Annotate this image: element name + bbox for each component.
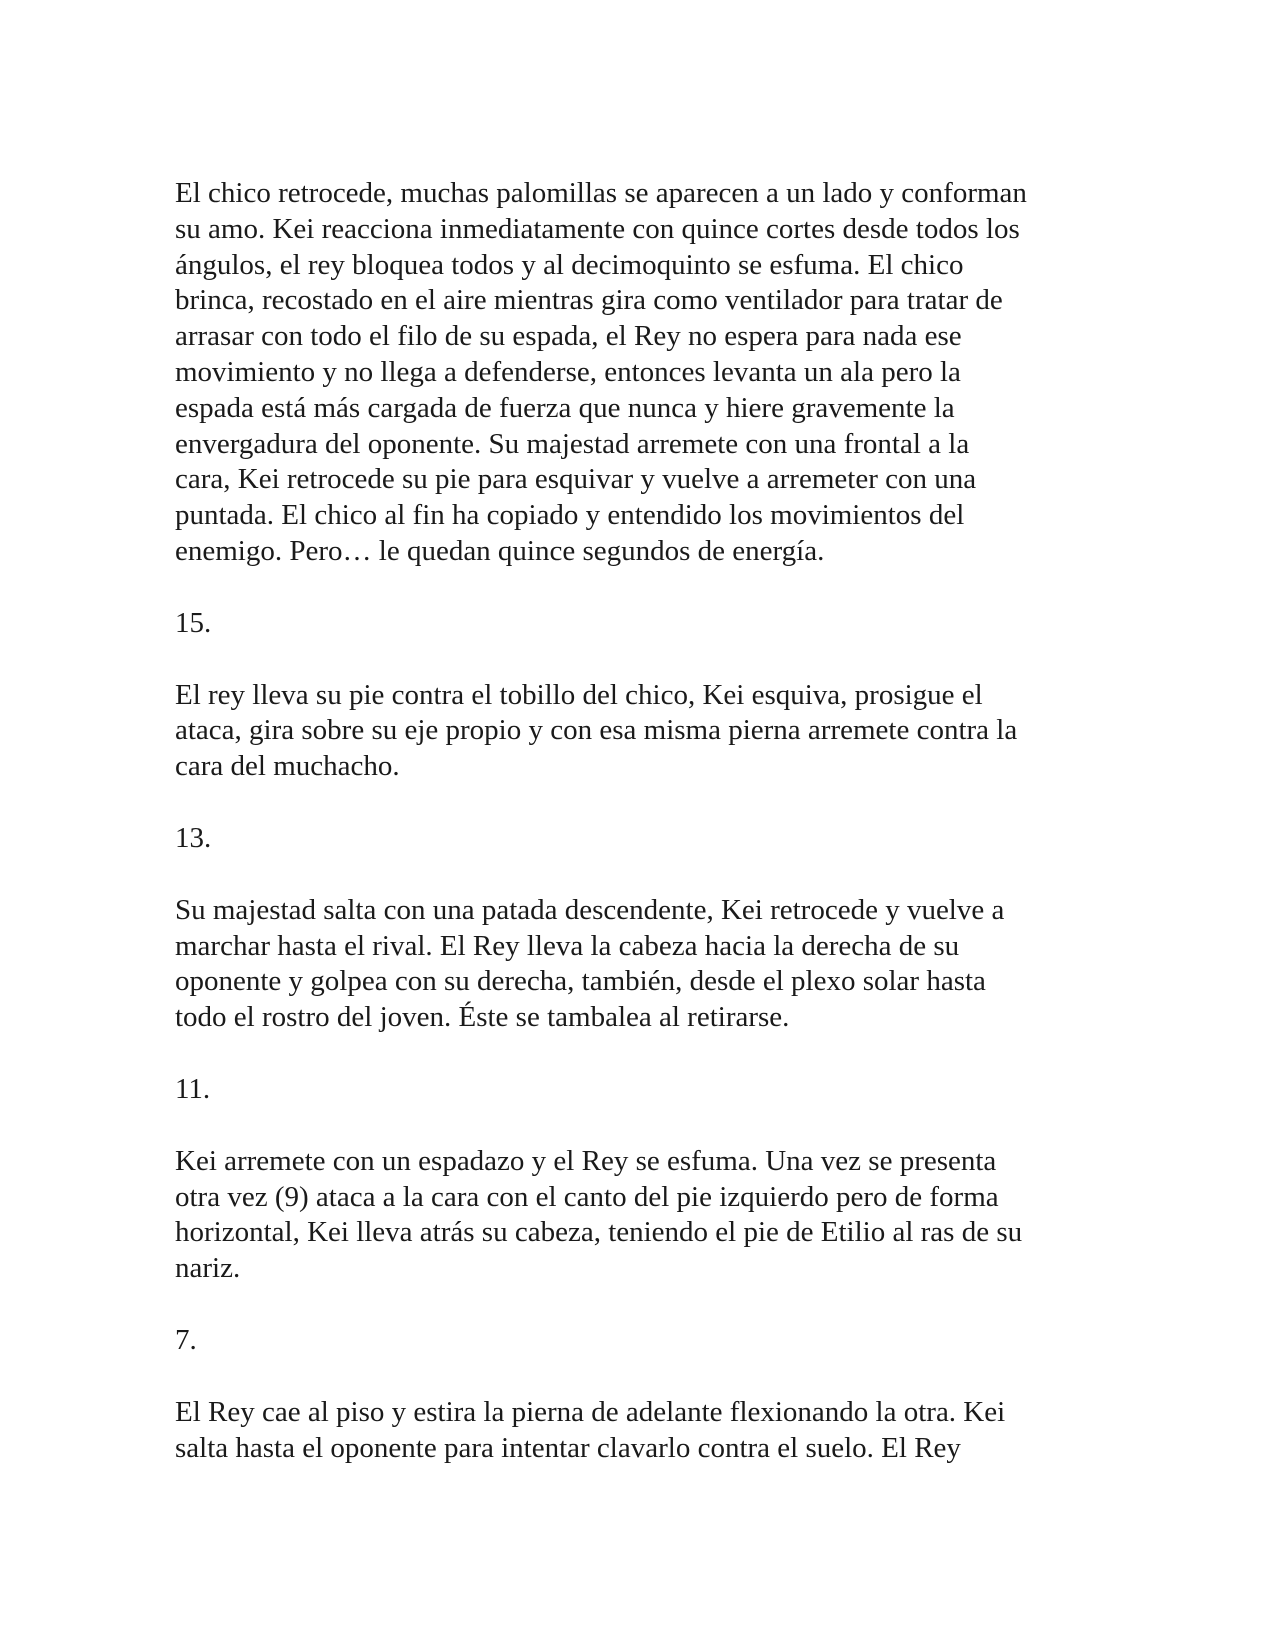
text-line: puntada. El chico al fin ha copiado y entendido los movimientos del (175, 499, 965, 532)
text-line: marchar hasta el rival. El Rey lleva la cabeza hacia la derecha de su (175, 929, 960, 962)
text-line: espada está más cargada de fuerza que nunca y hiere gravemente la (175, 391, 955, 424)
text-line: Kei arremete con un espadazo y el Rey se esfuma. Una vez se presenta (175, 1144, 997, 1177)
text-line: arrasar con todo el filo de su espada, el Rey no espera para nada ese (175, 320, 962, 353)
text-line: envergadura del oponente. Su majestad arremete con una frontal a la (175, 427, 970, 460)
text-line: cara del muchacho. (175, 750, 400, 783)
countdown-number: 7. (175, 1323, 197, 1356)
countdown-number: 11. (175, 1072, 211, 1105)
text-line: ataca, gira sobre su eje propio y con esa misma pierna arremete contra la (175, 714, 1018, 747)
text-line: El rey lleva su pie contra el tobillo del chico, Kei esquiva, prosigue el (175, 678, 983, 711)
paragraph-4 (175, 1144, 1095, 1287)
text-line: otra vez (9) ataca a la cara con el canto del pie izquierdo pero de forma (175, 1180, 999, 1213)
text-line: enemigo. Pero… le quedan quince segundos de energía. (175, 534, 825, 567)
text-line: brinca, recostado en el aire mientras gira como ventilador para tratar de (175, 284, 1003, 317)
text-line: Su majestad salta con una patada descendente, Kei retrocede y vuelve a (175, 893, 1005, 926)
text-line: ángulos, el rey bloquea todos y al decimoquinto se esfuma. El chico (175, 248, 964, 281)
text-line: nariz. (175, 1252, 241, 1285)
text-line: El Rey cae al piso y estira la pierna de adelante flexionando la otra. Kei (175, 1395, 1006, 1428)
text-line: cara, Kei retrocede su pie para esquivar y vuelve a arremeter con una (175, 463, 977, 496)
text-line: El chico retrocede, muchas palomillas se aparecen a un lado y conforman (175, 177, 1027, 209)
paragraph-1 (175, 176, 1095, 570)
text-line: todo el rostro del joven. Éste se tambalea al retirarse. (175, 1001, 790, 1034)
countdown-number: 15. (175, 606, 212, 639)
text-line: salta hasta el oponente para intentar clavarlo contra el suelo. El Rey (175, 1431, 961, 1464)
paragraph-2 (175, 678, 1095, 785)
document-page (175, 176, 1095, 1502)
text-line: oponente y golpea con su derecha, también, desde el plexo solar hasta (175, 965, 986, 998)
text-line: horizontal, Kei lleva atrás su cabeza, teniendo el pie de Etilio al ras de su (175, 1216, 1023, 1249)
text-line: su amo. Kei reacciona inmediatamente con quince cortes desde todos los (175, 212, 1020, 245)
paragraph-5 (175, 1395, 1095, 1467)
countdown-number: 13. (175, 821, 212, 854)
text-line: movimiento y no llega a defenderse, entonces levanta un ala pero la (175, 355, 961, 388)
paragraph-3 (175, 893, 1095, 1036)
